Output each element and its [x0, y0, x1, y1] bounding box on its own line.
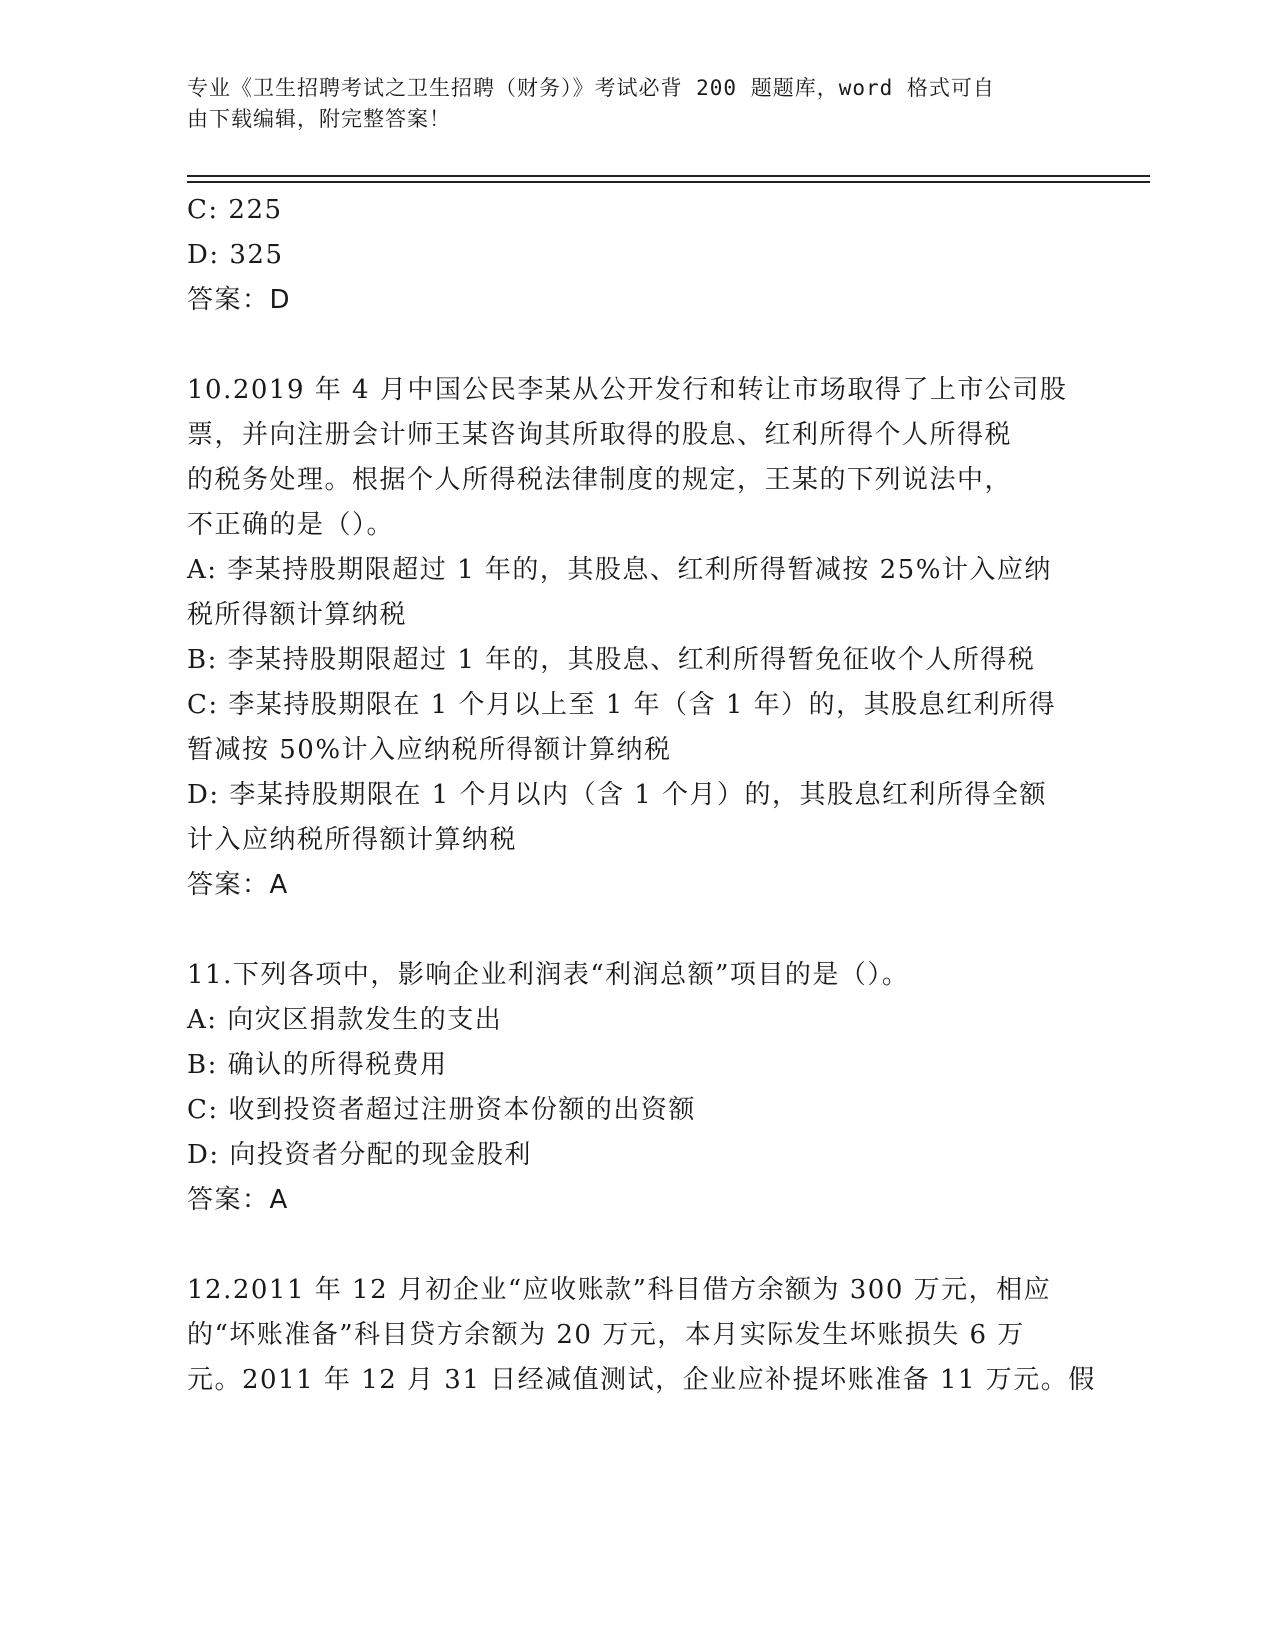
q9-option-c: C: 225 — [187, 195, 283, 225]
document-body — [187, 188, 1096, 1403]
q10-stem-line: 的税务处理。根据个人所得税法律制度的规定，王某的下列说法中， — [187, 465, 1013, 495]
q10-stem-line: 10.2019 年 4 月中国公民李某从公开发行和转让市场取得了上市公司股 — [187, 375, 1068, 405]
q12-stem-line: 12.2011 年 12 月初企业“应收账款”科目借方余额为 300 万元，相应 — [187, 1275, 1052, 1305]
question-10 — [187, 368, 1087, 908]
q10-option-c-cont: 暂减按 50%计入应纳税所得额计算纳税 — [187, 735, 672, 765]
q10-option-a: A: 李某持股期限超过 1 年的，其股息、红利所得暂减按 25%计入应纳 — [187, 555, 1052, 585]
q10-option-d-cont: 计入应纳税所得额计算纳税 — [187, 825, 518, 855]
q9-answer: 答案：D — [187, 285, 292, 315]
header-line-2: 由下载编辑，附完整答案！ — [187, 107, 451, 131]
q11-option-d: D: 向投资者分配的现金股利 — [187, 1140, 532, 1170]
header-divider-top — [187, 175, 1150, 177]
q10-stem-line: 不正确的是（）。 — [187, 510, 395, 540]
document-header — [187, 73, 1067, 135]
question-12 — [187, 1268, 1096, 1403]
question-11 — [187, 953, 1087, 1223]
q11-option-b: B: 确认的所得税费用 — [187, 1050, 448, 1080]
q12-stem-line: 的“坏账准备”科目贷方余额为 20 万元，本月实际发生坏账损失 6 万 — [187, 1320, 1025, 1350]
q11-stem: 11.下列各项中，影响企业利润表“利润总额”项目的是（）。 — [187, 960, 910, 990]
question-9-tail — [187, 188, 1087, 323]
q11-option-a: A: 向灾区捐款发生的支出 — [187, 1005, 503, 1035]
q10-option-d: D: 李某持股期限在 1 个月以内（含 1 个月）的，其股息红利所得全额 — [187, 780, 1048, 810]
q10-stem-line: 票，并向注册会计师王某咨询其所取得的股息、红利所得个人所得税 — [187, 420, 1013, 450]
q10-option-b: B: 李某持股期限超过 1 年的，其股息、红利所得暂免征收个人所得税 — [187, 645, 1036, 675]
q10-option-c: C: 李某持股期限在 1 个月以上至 1 年（含 1 年）的，其股息红利所得 — [187, 690, 1057, 720]
spacer — [187, 908, 1087, 953]
q11-answer: 答案：A — [187, 1185, 289, 1215]
q11-option-c: C: 收到投资者超过注册资本份额的出资额 — [187, 1095, 696, 1125]
header-line-1: 专业《卫生招聘考试之卫生招聘（财务）》考试必背 200 题题库，word 格式可自 — [187, 76, 995, 100]
header-divider-bottom — [187, 181, 1150, 183]
q10-answer: 答案：A — [187, 870, 289, 900]
q12-stem-line: 元。2011 年 12 月 31 日经减值测试，企业应补提坏账准备 11 万元。假 — [187, 1365, 1096, 1395]
q10-option-a-cont: 税所得额计算纳税 — [187, 600, 408, 630]
q9-option-d: D: 325 — [187, 240, 284, 270]
spacer — [187, 323, 1087, 368]
spacer — [187, 1223, 1087, 1268]
